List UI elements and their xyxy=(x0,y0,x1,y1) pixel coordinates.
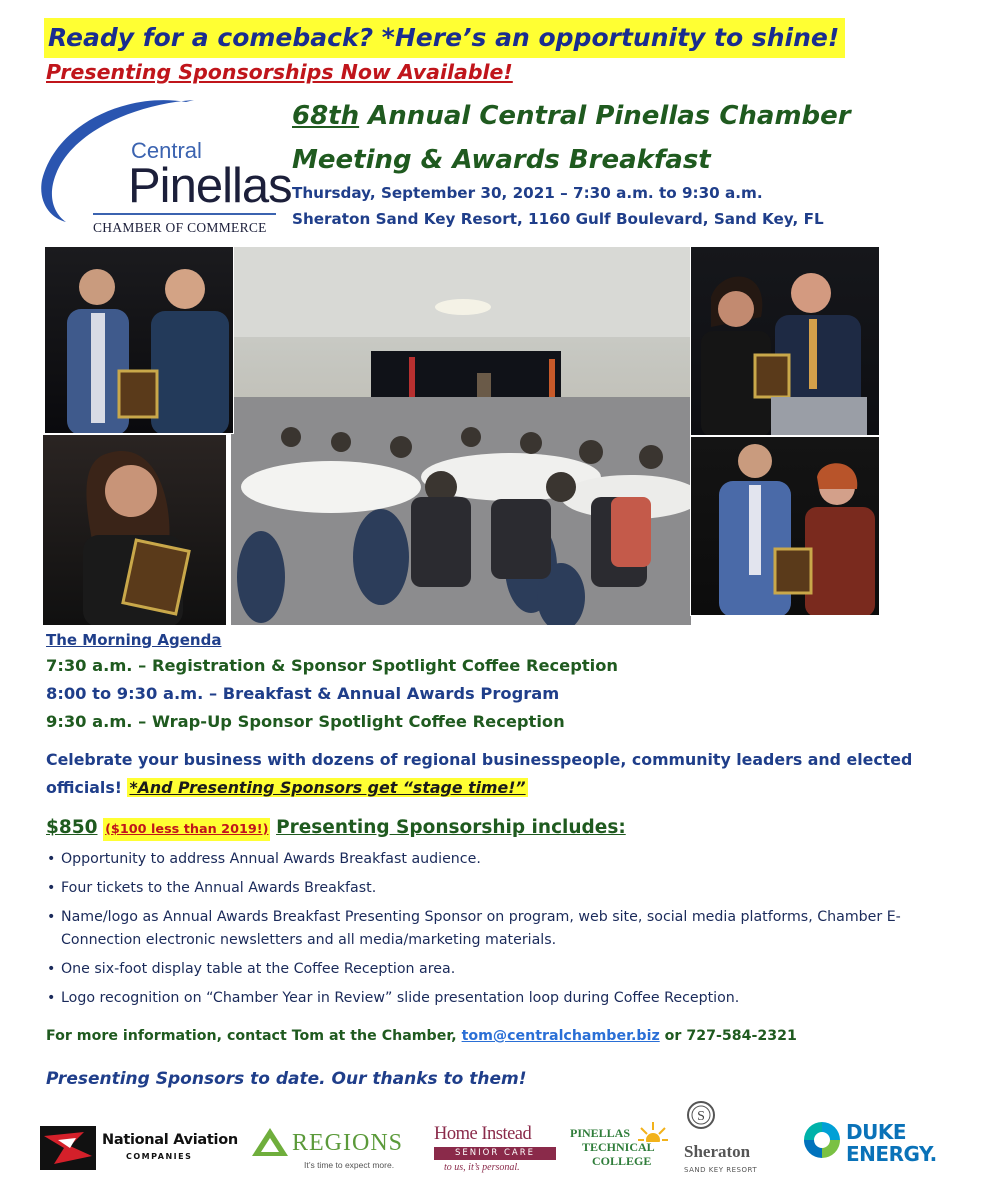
sheraton-name: Sheraton xyxy=(684,1142,751,1161)
headline-text: Ready for a comeback? *Here’s an opportunity to shine! xyxy=(48,23,840,52)
duke-line1: DUKE xyxy=(846,1120,907,1144)
event-title-line1: Annual Central Pinellas Chamber xyxy=(359,101,851,131)
national-aviation-tag: COMPANIES xyxy=(126,1152,193,1161)
benefit-text: Logo recognition on “Chamber Year in Review” slide presentation loop during Coffee Reception. xyxy=(61,990,740,1006)
sponsor-logo-sheraton xyxy=(682,1100,792,1178)
logo-chamber-of-commerce: CHAMBER OF COMMERCE xyxy=(93,220,267,235)
stage-time-highlight: *And Presenting Sponsors get “stage time!” xyxy=(129,778,526,797)
photo-collage xyxy=(42,246,880,626)
sponsor-logo-pinellas-technical-college xyxy=(568,1100,668,1178)
benefit-item xyxy=(46,906,946,952)
contact-prefix: For more information, contact Tom at the Chamber, xyxy=(46,1028,462,1044)
bullet-icon: • xyxy=(47,880,56,896)
home-instead-slogan: to us, it’s personal. xyxy=(444,1162,520,1173)
event-location: Sheraton Sand Key Resort, 1160 Gulf Boulevard, Sand Key, FL xyxy=(292,210,824,228)
award-photo-bottom-left xyxy=(42,434,227,626)
celebrate-paragraph xyxy=(46,746,946,802)
sheraton-emblem-icon xyxy=(686,1100,716,1130)
event-info xyxy=(292,180,824,232)
event-edition: 68th xyxy=(292,101,360,131)
ptc-line2: TECHNICAL xyxy=(582,1140,655,1154)
sponsor-logo-home-instead xyxy=(432,1100,560,1178)
ptc-line1: PINELLAS xyxy=(570,1126,631,1140)
home-instead-tag: SENIOR CARE xyxy=(434,1147,556,1160)
sponsors-title: Presenting Sponsors to date. Our thanks to them! xyxy=(46,1069,527,1089)
sheraton-tag: SAND KEY RESORT xyxy=(684,1166,758,1174)
contact-email-link[interactable]: tom@centralchamber.biz xyxy=(461,1028,660,1044)
bullet-icon: • xyxy=(47,990,56,1006)
bullet-icon: • xyxy=(47,851,56,867)
event-date-time: Thursday, September 30, 2021 – 7:30 a.m. to 9:30 a.m. xyxy=(292,184,763,202)
svg-text:S: S xyxy=(697,1109,705,1124)
award-photo-bottom-right xyxy=(690,436,880,616)
logo-pinellas: Pinellas xyxy=(128,159,292,213)
national-aviation-name: National Aviation xyxy=(102,1132,238,1148)
benefit-item xyxy=(46,877,946,900)
subheadline: Presenting Sponsorships Now Available! xyxy=(46,60,513,84)
contact-line xyxy=(46,1028,797,1044)
national-aviation-icon xyxy=(40,1126,96,1170)
benefits-list xyxy=(46,848,946,1016)
benefit-text: Opportunity to address Annual Awards Breakfast audience. xyxy=(61,851,481,867)
benefit-text: Four tickets to the Annual Awards Breakfast. xyxy=(61,880,377,896)
benefit-item xyxy=(46,958,946,981)
duke-line2: ENERGY. xyxy=(846,1142,937,1166)
duke-energy-icon xyxy=(802,1120,842,1160)
benefit-item xyxy=(46,987,946,1010)
price-discount-badge: ($100 less than 2019!) xyxy=(103,818,270,841)
benefit-text: Name/logo as Annual Awards Breakfast Presenting Sponsor on program, web site, social media platforms, Chamber E-Connection electronic newsletters and all media/marketing materials. xyxy=(61,909,901,948)
celebrate-text: Celebrate your business with dozens of regional businesspeople, community leaders and elected officials! xyxy=(46,750,913,797)
agenda-item: 9:30 a.m. – Wrap-Up Sponsor Spotlight Coffee Reception xyxy=(46,712,565,731)
ptc-line3: COLLEGE xyxy=(592,1154,652,1168)
benefit-item xyxy=(46,848,946,871)
event-title xyxy=(292,94,851,182)
contact-phone: or 727-584-2321 xyxy=(659,1028,797,1044)
award-photo-top-left xyxy=(44,246,234,434)
agenda-title: The Morning Agenda xyxy=(46,631,222,649)
pricing-line xyxy=(46,812,626,846)
home-instead-name: Home Instead xyxy=(434,1124,532,1144)
sunburst-icon xyxy=(638,1122,668,1142)
sponsorship-price: $850 xyxy=(46,817,98,838)
ballroom-photo xyxy=(230,246,692,626)
agenda-item: 8:00 to 9:30 a.m. – Breakfast & Annual Awards Program xyxy=(46,684,560,703)
regions-triangle-icon xyxy=(252,1128,288,1156)
agenda-item: 7:30 a.m. – Registration & Sponsor Spotlight Coffee Reception xyxy=(46,656,619,675)
sponsor-logo-duke-energy xyxy=(802,1100,942,1178)
award-photo-top-right xyxy=(690,246,880,436)
event-title-line2: Meeting & Awards Breakfast xyxy=(292,145,711,175)
sponsor-logo-regions xyxy=(248,1100,408,1178)
bullet-icon: • xyxy=(47,909,56,925)
regions-name: REGIONS xyxy=(292,1130,404,1156)
headline-banner xyxy=(44,18,845,58)
agenda xyxy=(46,628,618,736)
benefit-text: One six-foot display table at the Coffee Reception area. xyxy=(61,961,456,977)
regions-tagline: It’s time to expect more. xyxy=(304,1160,395,1170)
logo-central: Central xyxy=(131,138,202,163)
sponsorship-includes-heading: Presenting Sponsorship includes: xyxy=(276,817,626,838)
sponsor-logo-national-aviation xyxy=(40,1100,238,1178)
bullet-icon: • xyxy=(47,961,56,977)
chamber-logo xyxy=(36,94,292,240)
